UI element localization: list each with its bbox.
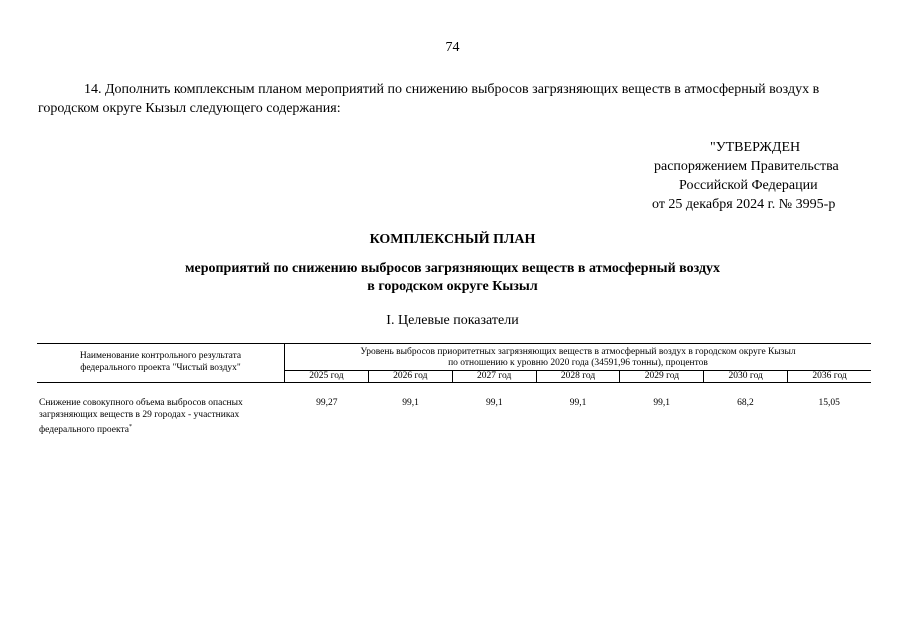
approval-line-1: "УТВЕРЖДЕН	[710, 140, 801, 155]
row-values	[285, 397, 871, 409]
page-number: 74	[445, 40, 460, 55]
header-years-row	[285, 371, 871, 382]
row-name-line-3-text: федерального проекта	[39, 425, 129, 436]
plan-subtitle	[0, 260, 905, 296]
row-name-line-3	[39, 421, 284, 436]
value-cell: 15,05	[818, 398, 840, 408]
value-cell: 68,2	[737, 398, 754, 408]
indicators-table	[37, 343, 871, 436]
approval-line-2: распоряжением Правительства	[654, 159, 839, 174]
approval-line-4: от 25 декабря 2024 г. № 3995-р	[652, 197, 836, 212]
header-name-line-2: федерального проекта "Чистый воздух"	[80, 363, 241, 373]
intro-number: 14.	[84, 82, 102, 97]
value-cell: 99,1	[485, 398, 503, 408]
intro-paragraph	[38, 80, 868, 118]
plan-subtitle-line-1: мероприятий по снижению выбросов загрязняющих веществ в атмосферный воздух	[184, 261, 721, 276]
year-cell: 2027 год	[452, 371, 536, 382]
value-cell: 99,27	[316, 398, 338, 408]
year-cell: 2030 год	[703, 371, 787, 382]
value-cell: 99,1	[402, 398, 419, 408]
plan-subtitle-line-2: в городском округе Кызыл	[367, 279, 538, 294]
header-level-line-1: Уровень выбросов приоритетных загрязняющих веществ в атмосферный воздух в городском округе Кызыл	[360, 347, 796, 357]
year-cell: 2025 год	[309, 371, 344, 381]
footnote-mark: *	[128, 424, 132, 430]
value-cell: 99,1	[569, 398, 587, 408]
row-name-cell	[39, 397, 284, 436]
year-cell: 2028 год	[536, 371, 620, 382]
header-level-line-2: по отношению к уровню 2020 года (34591,96 тонны), процентов	[448, 358, 708, 368]
value-cell: 99,1	[653, 398, 671, 408]
header-level-cell	[285, 347, 871, 369]
approval-line-3: Российской Федерации	[679, 178, 818, 193]
row-name-line-1: Снижение совокупного объема выбросов опасных	[39, 398, 243, 408]
header-name-cell	[37, 350, 284, 374]
section-title: I. Целевые показатели	[386, 313, 519, 328]
year-cell: 2029 год	[619, 371, 703, 382]
row-name-line-2: загрязняющих веществ в 29 городах - участниках	[39, 410, 240, 420]
year-cell: 2036 год	[787, 371, 871, 382]
table-header	[37, 343, 871, 383]
approval-block	[652, 138, 862, 214]
plan-title: КОМПЛЕКСНЫЙ ПЛАН	[369, 232, 536, 247]
intro-text: Дополнить комплексным планом мероприятий по снижению выбросов загрязняющих веществ в атмосферный воздух в городском округе Кызыл следующего содержания:	[38, 82, 820, 116]
header-name-line-1: Наименование контрольного результата	[79, 351, 242, 361]
year-cell: 2026 год	[368, 371, 452, 382]
